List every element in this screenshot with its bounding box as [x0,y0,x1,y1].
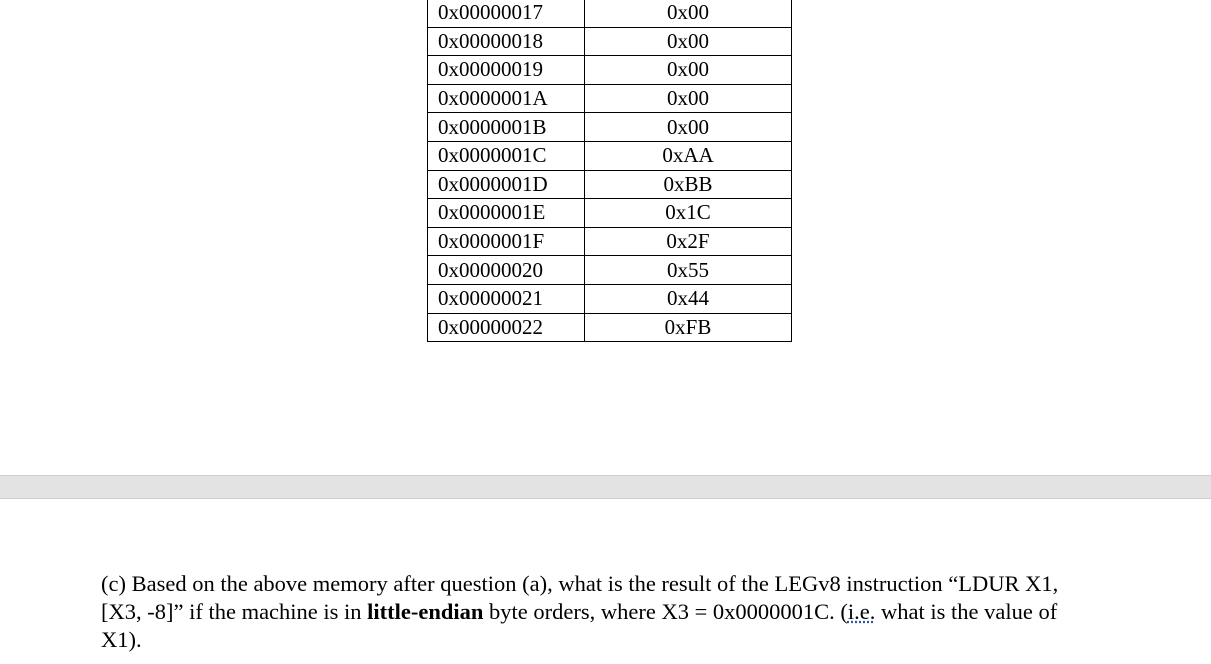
memory-table-body [428,0,792,342]
value-cell: 0x00 [585,56,792,85]
value-cell: 0x00 [585,113,792,142]
little-endian-term: little-endian [367,599,484,624]
table-row [428,141,792,170]
table-row [428,170,792,199]
table-row [428,313,792,342]
value-cell: 0x44 [585,284,792,313]
address-cell: 0x0000001E [428,199,585,228]
table-row [428,284,792,313]
address-cell: 0x0000001A [428,84,585,113]
value-cell: 0x55 [585,256,792,285]
address-cell: 0x00000018 [428,27,585,56]
table-row [428,199,792,228]
value-cell: 0xFB [585,313,792,342]
table-row [428,56,792,85]
address-cell: 0x00000020 [428,256,585,285]
value-cell: 0x2F [585,227,792,256]
memory-table [427,0,792,342]
address-cell: 0x00000017 [428,0,585,27]
value-cell: 0x1C [585,199,792,228]
address-cell: 0x00000019 [428,56,585,85]
table-row [428,27,792,56]
page-break-divider [0,475,1211,499]
table-row [428,0,792,27]
address-cell: 0x0000001C [428,141,585,170]
value-cell: 0x00 [585,27,792,56]
question-text-part: what is the value of X1). [101,599,1058,652]
value-cell: 0x00 [585,0,792,27]
address-cell: 0x00000022 [428,313,585,342]
table-row [428,113,792,142]
address-cell: 0x00000021 [428,284,585,313]
address-cell: 0x0000001F [428,227,585,256]
question-c-paragraph [101,570,1101,654]
table-row [428,256,792,285]
question-text-part: byte orders, where X3 = 0x0000001C. ( [483,599,848,624]
value-cell: 0xAA [585,141,792,170]
value-cell: 0xBB [585,170,792,199]
address-cell: 0x0000001B [428,113,585,142]
table-row [428,84,792,113]
table-row [428,227,792,256]
question-text-part: (c) Based on the above memory after question (a), what is the result of the LEGv8 instruction “LDUR X1, [X3, -8]” if the machine is in [101,571,1059,624]
ie-abbreviation: i.e. [847,599,876,624]
address-cell: 0x0000001D [428,170,585,199]
value-cell: 0x00 [585,84,792,113]
